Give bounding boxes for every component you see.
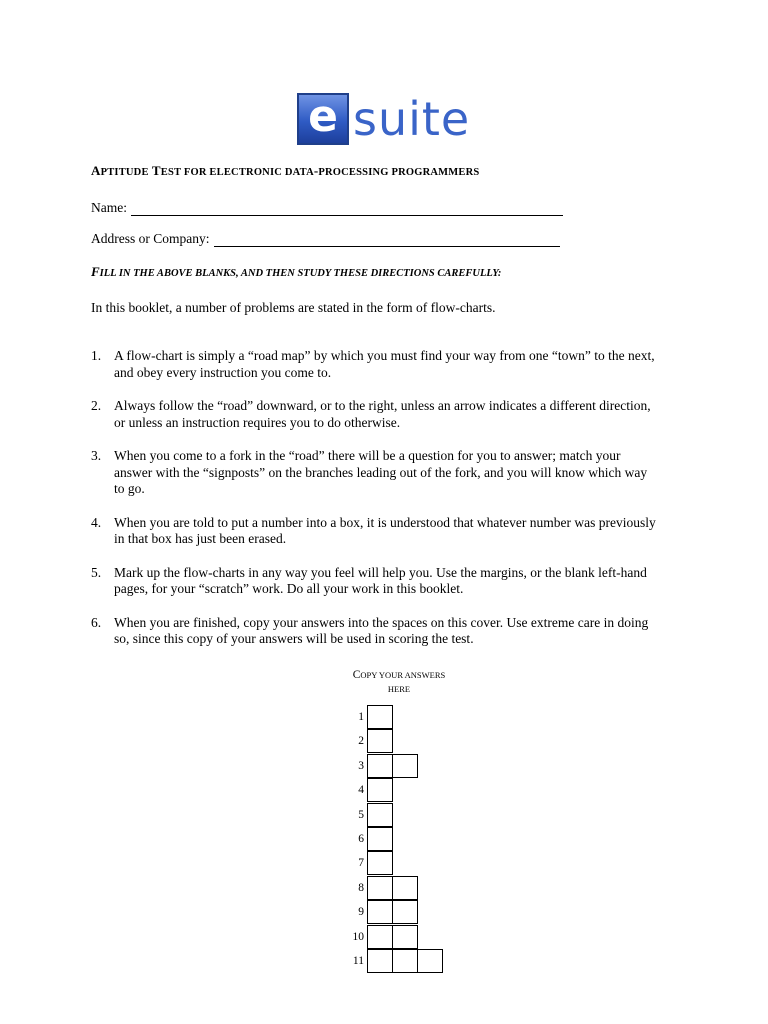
instruction-line: or unless an instruction requires you to do otherwise. (114, 414, 401, 430)
answer-row-8 (340, 876, 417, 900)
instruction-line: pages, for your “scratch” work. Do all your work in this booklet. (114, 581, 464, 596)
name-field (91, 200, 563, 216)
instruction-line: answer with the “signposts” on the branches leading out of the fork, and you will know which way (114, 464, 648, 480)
document-title (91, 163, 479, 179)
answers-heading (320, 668, 478, 696)
instruction-number: 1. (91, 348, 102, 363)
esuite-logo (297, 93, 470, 145)
answer-row-7 (340, 851, 392, 875)
name-label: Name: (91, 200, 127, 215)
answer-box[interactable] (392, 876, 418, 900)
instruction-line: When you are finished, copy your answers into the spaces on this cover. Use extreme care in doing (114, 614, 649, 630)
logo-mark-letter: e (308, 91, 338, 142)
instruction-text (114, 565, 687, 598)
answer-number: 11 (352, 955, 364, 967)
intro-text: In this booklet, a number of problems are stated in the form of flow-charts. (91, 300, 496, 315)
answers-heading-rest: OPY YOUR ANSWERS (360, 670, 446, 680)
title-end: PROCESSING PROGRAMMERS (318, 167, 480, 178)
answer-box[interactable] (367, 900, 393, 924)
answer-row-1 (340, 705, 392, 729)
answers-heading-initial: C (352, 669, 361, 681)
instruction-item (91, 398, 687, 431)
answer-row-11 (340, 949, 442, 973)
title-dash: - (313, 163, 319, 178)
instruction-number: 5. (91, 564, 102, 580)
instruction-item (91, 448, 687, 498)
logo-mark (297, 93, 349, 145)
instruction-item (91, 615, 687, 648)
answer-box[interactable] (392, 949, 418, 973)
instruction-text (114, 348, 687, 381)
answer-box[interactable] (367, 705, 393, 729)
instruction-line: so, since this copy of your answers will be used in scoring the test. (114, 631, 474, 646)
instruction-line: and obey every instruction you come to. (114, 364, 332, 380)
answer-row-6 (340, 827, 392, 851)
answer-row-2 (340, 729, 392, 753)
answer-number: 10 (352, 931, 364, 943)
address-blank-line[interactable] (214, 234, 560, 247)
answer-box[interactable] (367, 827, 393, 851)
instruction-text (114, 448, 687, 498)
instruction-line: to go. (114, 481, 145, 496)
answer-box[interactable] (367, 949, 393, 973)
answer-box[interactable] (392, 925, 418, 949)
answer-box[interactable] (367, 851, 393, 875)
title-middle: EST FOR ELECTRONIC DATA (160, 167, 314, 178)
answer-row-4 (340, 778, 392, 802)
instruction-line: Mark up the flow-charts in any way you feel will help you. Use the margins, or the blank left-hand (114, 564, 647, 580)
instruction-number: 2. (91, 398, 102, 413)
directions-rest: ILL IN THE ABOVE BLANKS, AND THEN STUDY THESE DIRECTIONS CAREFULLY: (99, 268, 502, 279)
directions-heading (91, 264, 501, 280)
answer-box[interactable] (392, 900, 418, 924)
answer-row-3 (340, 754, 417, 778)
answer-row-9 (340, 900, 417, 924)
instruction-line: A flow-chart is simply a “road map” by which you must find your way from one “town” to the next, (114, 348, 655, 363)
instruction-line: Always follow the “road” downward, or to the right, unless an arrow indicates a different direction, (114, 398, 651, 413)
name-blank-line[interactable] (131, 203, 563, 216)
address-label: Address or Company: (91, 231, 210, 246)
instruction-text (114, 398, 687, 431)
instruction-line: When you are told to put a number into a box, it is understood that whatever number was previously (114, 514, 656, 530)
answer-box[interactable] (392, 754, 418, 778)
answer-number: 4 (358, 784, 364, 796)
answer-box[interactable] (367, 803, 393, 827)
instruction-line: When you come to a fork in the “road” there will be a question for you to answer; match your (114, 448, 621, 463)
instruction-item (91, 565, 687, 598)
instruction-text (114, 615, 687, 648)
answer-row-10 (340, 925, 417, 949)
answer-box[interactable] (367, 925, 393, 949)
instruction-line: in that box has just been erased. (114, 531, 287, 546)
answer-box[interactable] (367, 754, 393, 778)
answer-number: 9 (358, 906, 364, 918)
answer-number: 8 (358, 882, 364, 894)
answer-number: 6 (358, 833, 364, 845)
instruction-item (91, 515, 687, 548)
instructions-list (91, 348, 687, 648)
answer-number: 3 (358, 760, 364, 772)
instruction-text (114, 515, 687, 548)
title-initial-a: A (91, 163, 101, 178)
instruction-number: 4. (91, 514, 102, 530)
answer-number: 1 (358, 711, 364, 723)
instruction-number: 3. (91, 448, 102, 463)
address-field (91, 231, 560, 247)
answer-number: 5 (358, 809, 364, 821)
title-initial-t: T (151, 163, 161, 178)
answer-box[interactable] (417, 949, 443, 973)
answer-box[interactable] (367, 876, 393, 900)
instruction-item (91, 348, 687, 381)
answers-heading-line2: HERE (387, 684, 411, 694)
answer-box[interactable] (367, 729, 393, 753)
logo-wordmark: suite (353, 92, 471, 146)
instruction-number: 6. (91, 614, 102, 630)
answer-number: 2 (358, 735, 364, 747)
answer-number: 7 (358, 857, 364, 869)
title-word-aptitude: PTITUDE (100, 167, 149, 178)
answer-box[interactable] (367, 778, 393, 802)
answer-row-5 (340, 803, 392, 827)
directions-initial: F (91, 264, 100, 279)
